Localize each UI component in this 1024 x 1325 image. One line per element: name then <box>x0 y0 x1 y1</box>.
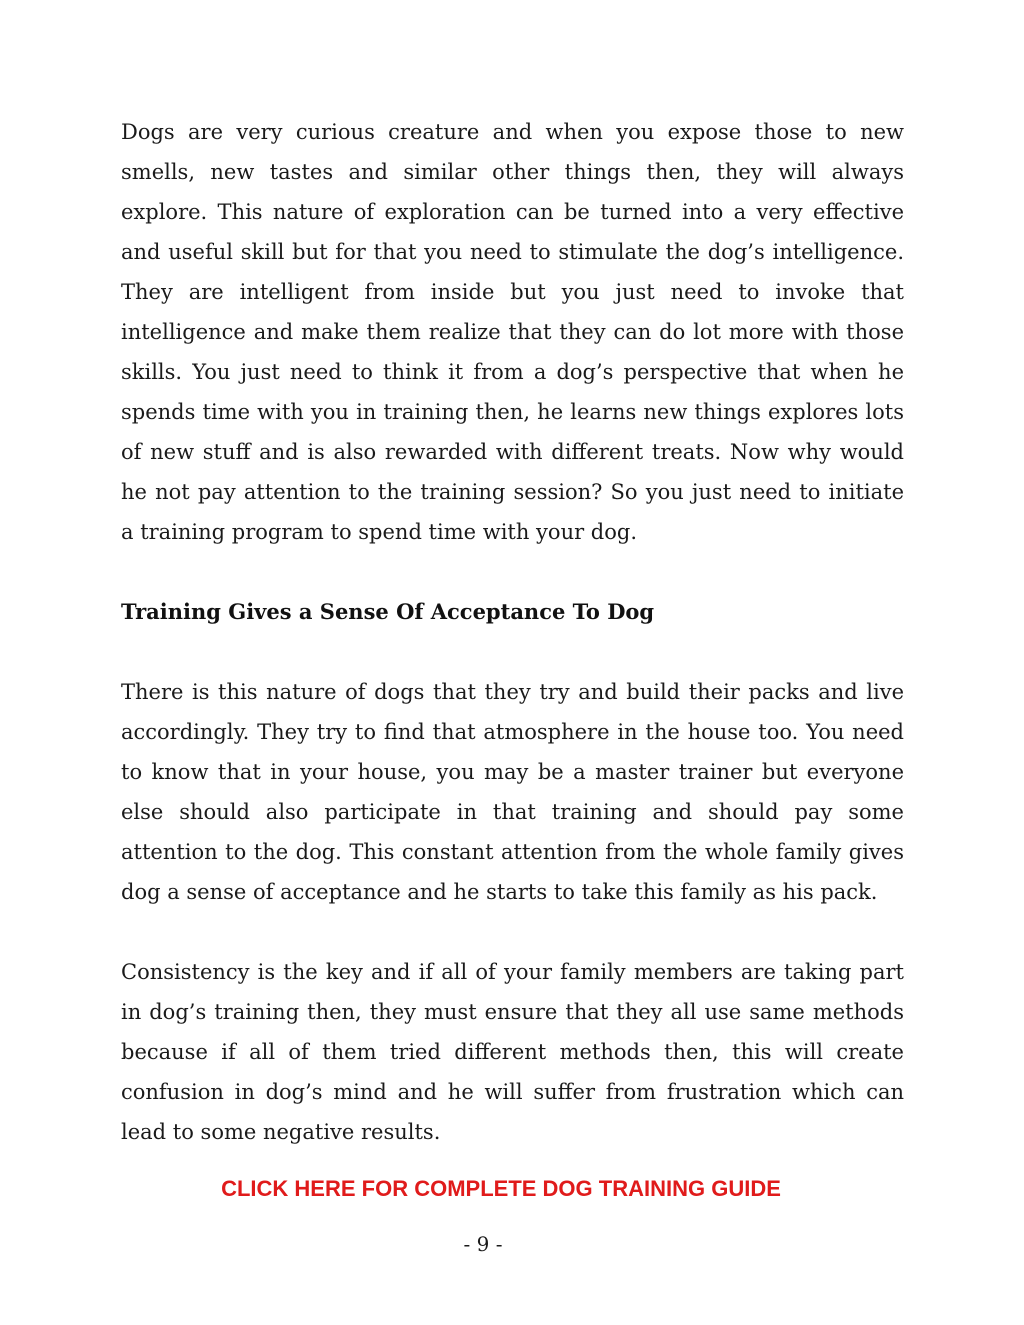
page-number: - 9 - <box>463 1232 503 1256</box>
cta-container <box>0 1176 1002 1202</box>
document-body <box>121 112 904 1152</box>
paragraph-pack: There is this nature of dogs that they try and build their packs and live accordingly. They try to find that atmosphere in the house too. You need to know that in your house, you may be a master trainer but everyone else should also participate in that training and should pay some attention to the dog. This constant attention from the whole family gives dog a sense of acceptance and he starts to take this family as his pack. <box>121 680 904 904</box>
paragraph-consistency: Consistency is the key and if all of your family members are taking part in dog’s training then, they must ensure that they all use same methods because if all of them tried different methods then, this will create confusion in dog’s mind and he will suffer from frustration which can lead to some negative results. <box>121 960 904 1144</box>
training-guide-link[interactable]: CLICK HERE FOR COMPLETE DOG TRAINING GUIDE <box>221 1176 781 1201</box>
section-heading: Training Gives a Sense Of Acceptance To Dog <box>121 599 655 624</box>
footer <box>0 1232 966 1256</box>
paragraph-curiosity: Dogs are very curious creature and when you expose those to new smells, new tastes and similar other things then, they will always explore. This nature of exploration can be turned into a very effective and useful skill but for that you need to stimulate the dog’s intelligence. They are intelligent from inside but you just need to invoke that intelligence and make them realize that they can do lot more with those skills. You just need to think it from a dog’s perspective that when he spends time with you in training then, he learns new things explores lots of new stuff and is also rewarded with different treats. Now why would he not pay attention to the training session? So you just need to initiate a training program to spend time with your dog. <box>121 120 904 544</box>
